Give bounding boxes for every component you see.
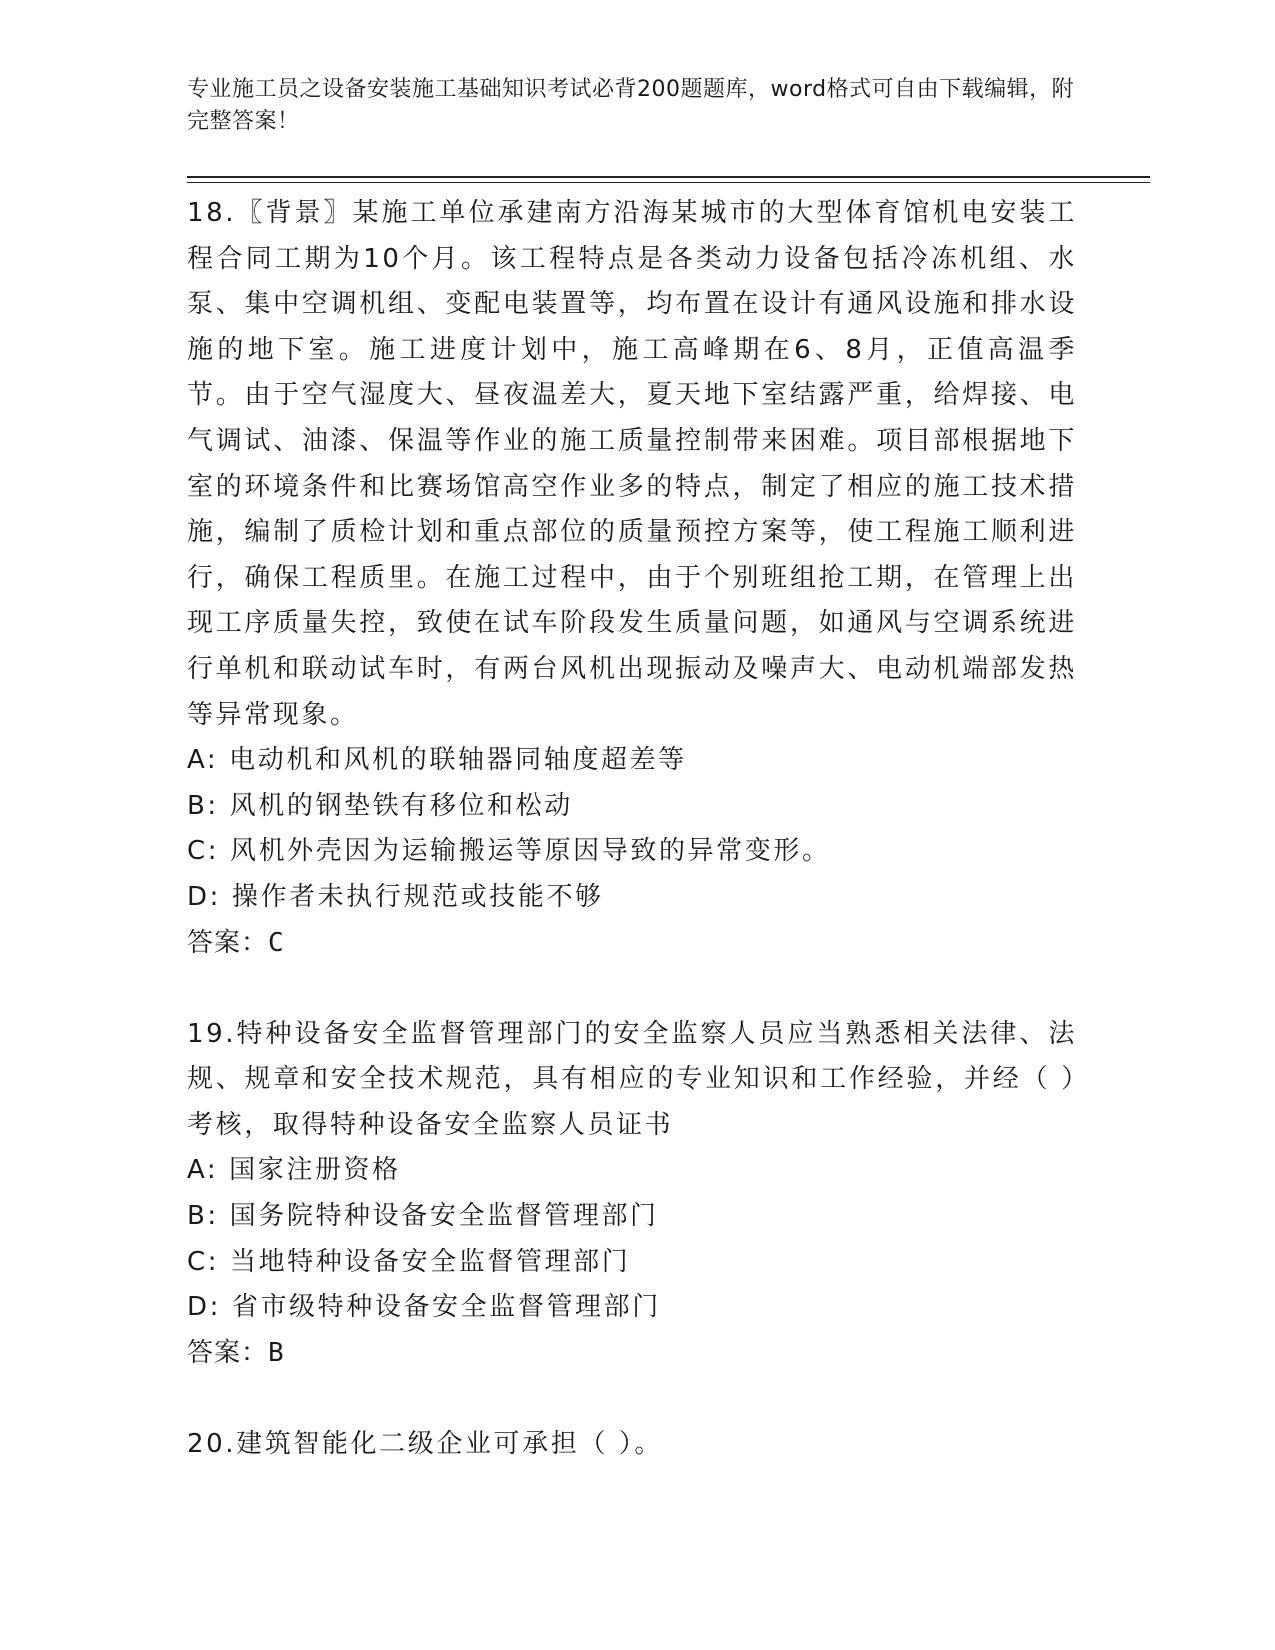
answer-line bbox=[187, 921, 1077, 967]
header-divider-thin bbox=[187, 182, 1150, 183]
answer-label: 答案： bbox=[187, 927, 269, 958]
question-20 bbox=[187, 1422, 1077, 1468]
question-spacer bbox=[187, 966, 1077, 1012]
option-b: B: 国务院特种设备安全监督管理部门 bbox=[187, 1201, 659, 1232]
question-text: 20.建筑智能化二级企业可承担（ ）。 bbox=[187, 1429, 664, 1460]
answer-label: 答案： bbox=[187, 1337, 269, 1368]
option-a: A: 国家注册资格 bbox=[187, 1155, 401, 1186]
option-c: C: 风机外壳因为运输搬运等原因导致的异常变形。 bbox=[187, 836, 831, 867]
option-c: C: 当地特种设备安全监督管理部门 bbox=[187, 1246, 631, 1277]
answer-line bbox=[187, 1331, 1077, 1377]
question-18 bbox=[187, 191, 1077, 966]
document-title: 专业施工员之设备安装施工基础知识考试必背200题题库，word格式可自由下载编辑，附完整答案！ bbox=[187, 77, 1075, 134]
question-text: 18.〖背景〗某施工单位承建南方沿海某城市的大型体育馆机电安装工程合同工期为10个月。该工程特点是各类动力设备包括冷冻机组、水泵、集中空调机组、变配电装置等，均布置在设计有通风设施和排水设施的地下室。施工进度计划中，施工高峰期在6、8月，正值高温季节。由于空气湿度大、昼夜温差大，夏天地下室结露严重，给焊接、电气调试、油漆、保温等作业的施工质量控制带来困难。项目部根据地下室的环境条件和比赛场馆高空作业多的特点，制定了相应的施工技术措施，编制了质检计划和重点部位的质量预控方案等，使工程施工顺利进行，确保工程质里。在施工过程中，由于个别班组抢工期，在管理上出现工序质量失控，致使在试车阶段发生质量问题，如通风与空调系统进行单机和联动试车时，有两台风机出现振动及噪声大、电动机端部发热等异常现象。 bbox=[187, 198, 1077, 730]
question-text: 19.特种设备安全监督管理部门的安全监察人员应当熟悉相关法律、法规、规章和安全技术规范，具有相应的专业知识和工作经验，并经（ ）考核，取得特种设备安全监察人员证书 bbox=[187, 1018, 1077, 1140]
page-header bbox=[187, 74, 1087, 138]
answer-value: B bbox=[268, 1337, 285, 1368]
answer-value: C bbox=[268, 927, 285, 958]
question-19 bbox=[187, 1012, 1077, 1377]
option-d: D: 操作者未执行规范或技能不够 bbox=[187, 881, 604, 912]
option-a: A: 电动机和风机的联轴器同轴度超差等 bbox=[187, 745, 687, 776]
question-spacer bbox=[187, 1376, 1077, 1422]
option-d: D: 省市级特种设备安全监督管理部门 bbox=[187, 1292, 661, 1323]
question-list bbox=[187, 191, 1077, 1468]
header-divider-thick bbox=[187, 176, 1150, 178]
option-b: B: 风机的钢垫铁有移位和松动 bbox=[187, 790, 573, 821]
